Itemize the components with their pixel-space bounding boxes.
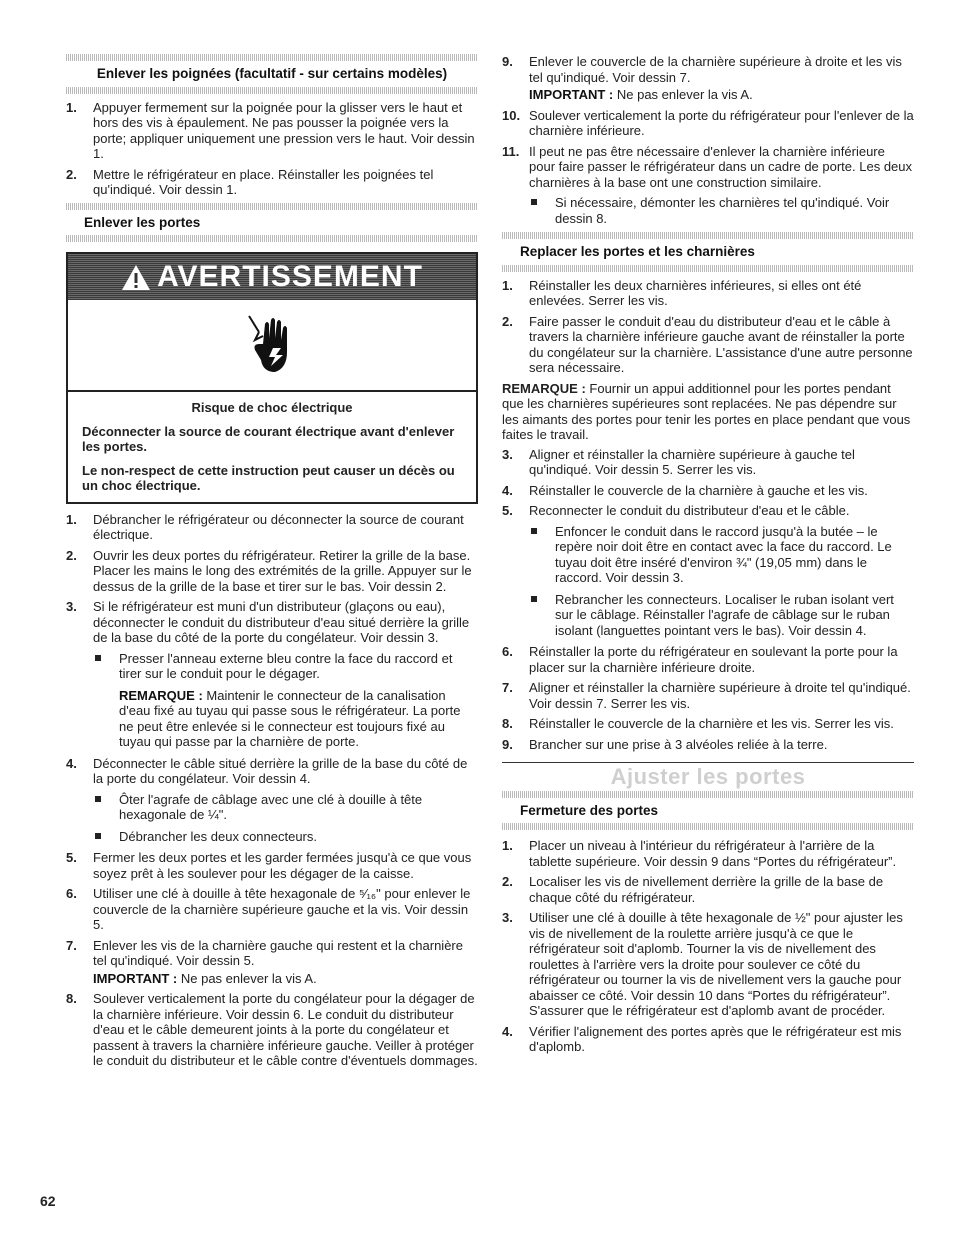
bullet-square-icon xyxy=(531,528,537,534)
bullet-square-icon xyxy=(95,796,101,802)
warning-title: AVERTISSEMENT xyxy=(157,260,423,294)
warning-consequence: Le non-respect de cette instruction peut causer un décès ou un choc électrique. xyxy=(82,462,455,493)
divider xyxy=(502,232,914,239)
section-title-replace-doors: Replacer les portes et les charnières xyxy=(520,244,755,259)
section-title-remove-doors: Enlever les portes xyxy=(84,214,201,230)
warning-triangle-icon xyxy=(121,264,151,291)
remark: REMARQUE : Fournir un appui additionnel pour les portes pendant que les charnières supérieures sont replacées. Ne pas dépendre sur les aimants des portes pour tenir les portes en place pendant que vous faites le travail. xyxy=(502,380,911,442)
list-item: 2. Mettre le réfrigérateur en place. Réinstaller les poignées tel qu'indiqué. Voir dessin 1. xyxy=(66,166,434,197)
list-item: 11. Il peut ne pas être nécessaire d'enlever la charnière inférieure pour faire passer le réfrigérateur dans un cadre de porte. Les deux charnières à la base ont une construction similaire. Si nécessaire, démonter les charnières tel qu'indiqué. Voir dessin 8. xyxy=(502,143,913,226)
list-item: 5. Fermer les deux portes et les garder fermées jusqu'à ce que vous soyez prêt à les soulever pour les dégager de la caisse. xyxy=(66,850,472,881)
list-item: 1. Placer un niveau à l'intérieur du réfrigérateur à l'arrière de la tablette supérieure. Voir dessin 9 dans “Portes du réfrigérateur”. xyxy=(502,838,897,869)
right-column xyxy=(502,54,914,1060)
list-item: 1. Appuyer fermement sur la poignée pour la glisser vers le haut et hors des vis à épaulement. Ne pas pousser la poignée vers la porte; appliquer uniquement une pression vers le haut. Voir dessin 1. xyxy=(66,99,475,161)
section-title-handles: Enlever les poignées (facultatif - sur certains modèles) xyxy=(96,66,448,81)
divider xyxy=(502,823,914,830)
bullet-item: Presser l'anneau externe bleu contre la face du raccord et tirer sur le conduit pour le dégager. REMARQUE : Maintenir le connecteur de la canalisation d'eau fixé au tuyau qui passe sous le réfrigérateur. La porte ne peut être enlevée si le connecteur est toujours fixé au tuyau qui passe par la charnière de porte. xyxy=(93,651,478,750)
list-item: 7. Aligner et réinstaller la charnière supérieure à droite tel qu'indiqué. Voir dessin 7. Serrer les vis. xyxy=(502,680,911,711)
replace-steps-a xyxy=(502,278,914,376)
list-item: 6. Réinstaller la porte du réfrigérateur en soulevant la porte pour la placer sur la charnière inférieure droite. xyxy=(502,644,898,675)
list-item: 1. Réinstaller les deux charnières inférieures, si elles ont été enlevées. Serrer les vis. xyxy=(502,277,862,308)
divider xyxy=(66,54,478,61)
list-item: 10. Soulever verticalement la porte du réfrigérateur pour l'enlever de la charnière inférieure. xyxy=(502,107,914,138)
divider xyxy=(66,235,478,242)
list-item: 8. Soulever verticalement la porte du congélateur pour la dégager de la charnière inférieure. Voir dessin 6. Le conduit du distributeur d'eau et le câble demeurent joints à la porte du congélateur et passent à travers la charnière inférieure gauche. Veiller à protéger le conduit du distributeur et le câble contre d'éventuels dommages. xyxy=(66,991,478,1068)
list-item: 9. Brancher sur une prise à 3 alvéoles reliée à la terre. xyxy=(502,736,828,752)
warning-risk: Risque de choc électrique xyxy=(191,400,353,415)
warning-banner xyxy=(68,254,476,300)
list-item: 6. Utiliser une clé à douille à tête hexagonale de ⁵⁄₁₆" pour enlever le couvercle de la charnière supérieure gauche et la vis. Voir dessin 5. xyxy=(66,886,471,932)
list-item: 4. Déconnecter le câble situé derrière la grille de la base du côté de la porte du congélateur. Voir dessin 4. Ôter l'agrafe de câblage avec une clé à douille à tête hexagonale de ¼". Débrancher les deux connecteurs. xyxy=(66,756,478,845)
list-item: 2. Ouvrir les deux portes du réfrigérateur. Retirer la grille de la base. Placer les mains le long des extrémités de la grille. Appuyer sur le dessus de la grille de la base et tirer sur le bas. Voir dessin 2. xyxy=(66,547,472,594)
warning-instruction: Déconnecter la source de courant électrique avant d'enlever les portes. xyxy=(82,423,455,454)
list-item: 7. Enlever les vis de la charnière gauche qui restent et la charnière tel qu'indiqué. Voir dessin 5. IMPORTANT : Ne pas enlever la vis A. xyxy=(66,938,478,987)
list-item: 5. Reconnecter le conduit du distributeur d'eau et le câble. Enfoncer le conduit dans le raccord jusqu'à la butée – le repère noir doit être en contact avec la face du raccord. Le tuyau doit être inséré d'environ ¾" (19,05 mm) dans le raccord. Voir dessin 3. Rebrancher les connecteurs. Localiser le ruban isolant vert sur le câblage. Réinstaller l'agrafe de câblage sur le ruban isolant (languettes pointant vers le bas). Voir dessin 4. xyxy=(502,503,914,638)
electric-shock-icon xyxy=(68,300,476,392)
important-note: IMPORTANT : Ne pas enlever la vis A. xyxy=(529,87,753,102)
bullet-item: Si nécessaire, démonter les charnières tel qu'indiqué. Voir dessin 8. xyxy=(529,195,914,226)
handles-steps xyxy=(66,100,478,198)
list-item: 2. Localiser les vis de nivellement derrière la grille de la base de chaque côté du réfrigérateur. xyxy=(502,874,884,905)
list-item: 8. Réinstaller le couvercle de la charnière et les vis. Serrer les vis. xyxy=(502,716,894,731)
list-item: 3. Aligner et réinstaller la charnière supérieure à gauche tel qu'indiqué. Voir dessin 5. Serrer les vis. xyxy=(502,446,855,477)
remove-doors-steps-cont xyxy=(502,54,914,226)
replace-steps-b xyxy=(502,447,914,753)
bullet-square-icon xyxy=(95,655,101,661)
section-title-door-closing: Fermeture des portes xyxy=(520,802,659,818)
section-heading-adjust-doors: Ajuster les portes xyxy=(610,764,806,789)
divider xyxy=(502,762,914,763)
list-item: 4. Vérifier l'alignement des portes après que le réfrigérateur est mis d'aplomb. xyxy=(502,1023,902,1054)
list-item: 9. Enlever le couvercle de la charnière supérieure à droite et les vis tel qu'indiqué. Voir dessin 7. IMPORTANT : Ne pas enlever la vis A. xyxy=(502,54,914,103)
list-item: 3. Si le réfrigérateur est muni d'un distributeur (glaçons ou eau), déconnecter le conduit du distributeur d'eau situé derrière la grille de la base du côté de la porte du congélateur. Voir dessin 3. Presser l'anneau externe bleu contre la face du raccord et tirer sur le conduit pour le dégager. REMARQUE : Maintenir le connecteur de la canalisation d'eau fixé au tuyau qui passe sous le réfrigérateur. La porte ne peut être enlevée si le connecteur est toujours fixé au tuyau qui passe par la charnière de porte. xyxy=(66,599,478,750)
remove-doors-steps xyxy=(66,512,478,1069)
bullet-square-icon xyxy=(531,596,537,602)
door-closing-steps xyxy=(502,838,914,1055)
divider xyxy=(502,791,914,798)
bullet-item: Débrancher les deux connecteurs. xyxy=(93,829,478,845)
list-item: 3. Utiliser une clé à douille à tête hexagonale de ½" pour ajuster les vis de nivellement de la roulette arrière jusqu'à ce que le réfrigérateur soit d'aplomb. Tourner la vis de nivellement des roulettes à l'arrière vers la droite pour soulever ce côté du réfrigérateur ou tourner la vis de nivellement vers la gauche pour abaisser ce côté. Voir dessin 10 dans “Portes du réfrigérateur”. S'assurer que le réfrigérateur est d'aplomb avant de procéder. xyxy=(502,910,903,1018)
list-item: 2. Faire passer le conduit d'eau du distributeur d'eau et le câble à travers la charnière inférieure gauche avant de réinstaller la porte du congélateur sur la charnière. L'assistance d'une autre personne sera nécessaire. xyxy=(502,313,913,375)
list-item: 1. Débrancher le réfrigérateur ou déconnecter la source de courant électrique. xyxy=(66,511,464,542)
divider xyxy=(502,265,914,272)
important-note: IMPORTANT : Ne pas enlever la vis A. xyxy=(93,970,317,986)
remark: REMARQUE : Maintenir le connecteur de la canalisation d'eau fixé au tuyau qui passe sous le réfrigérateur. La porte ne peut être enlevée si le connecteur est toujours fixé au tuyau qui passe par la charnière de porte. xyxy=(119,687,461,749)
list-item: 4. Réinstaller le couvercle de la charnière à gauche et les vis. xyxy=(502,482,868,498)
divider xyxy=(66,87,478,94)
warning-box xyxy=(66,252,478,504)
bullet-item: Rebrancher les connecteurs. Localiser le ruban isolant vert sur le câblage. Réinstaller l'agrafe de câblage sur le ruban isolant (languettes pointant vers le bas). Voir dessin 4. xyxy=(529,592,914,639)
bullet-square-icon xyxy=(95,833,101,839)
divider xyxy=(66,203,478,210)
page-number: 62 xyxy=(40,1193,56,1209)
left-column xyxy=(66,54,478,1074)
bullet-square-icon xyxy=(531,199,537,205)
bullet-item: Enfoncer le conduit dans le raccord jusqu'à la butée – le repère noir doit être en contact avec la face du raccord. Le tuyau doit être inséré d'environ ¾" (19,05 mm) dans le raccord. Voir dessin 3. xyxy=(529,524,914,586)
bullet-item: Ôter l'agrafe de câblage avec une clé à douille à tête hexagonale de ¼". xyxy=(93,792,478,823)
